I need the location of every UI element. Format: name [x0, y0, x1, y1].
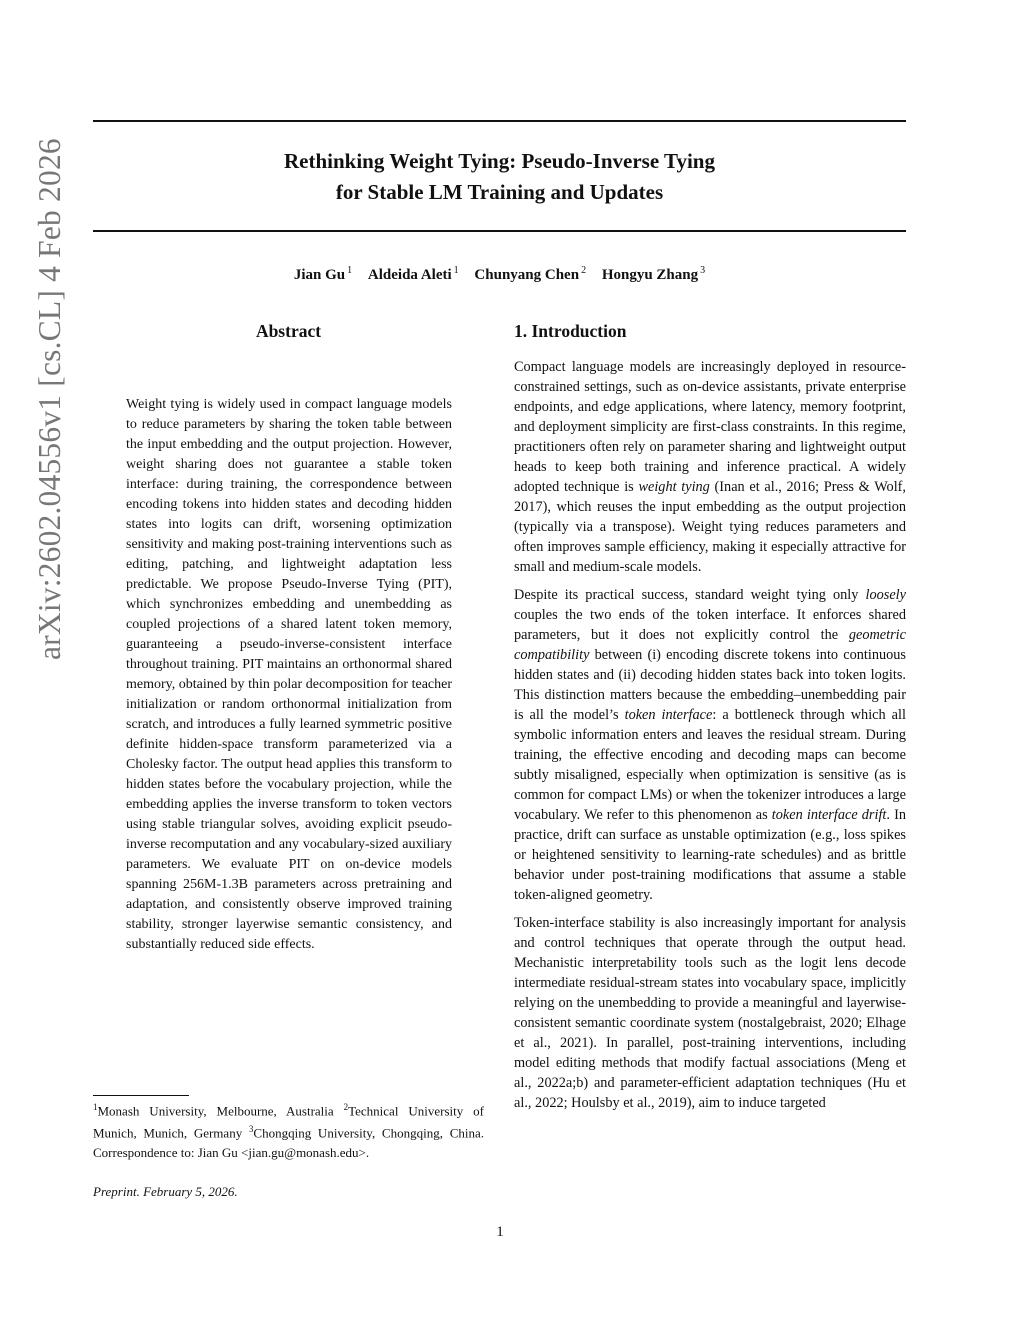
- affiliation-footnote: [93, 1098, 484, 1162]
- text-run: Compact language models are increasingly deployed in resource-constrained settings, such as on-device assistants, private enterprise endpoints, and edge applications, where latency, memory footprint, and deployment simplicity are first-class constraints. In this regime, practitioners often rely on parameter sharing and lightweight output heads to keep both training and inference practical. A widely adopted technique is: [514, 359, 906, 495]
- emphasis: token interface drift: [771, 807, 887, 823]
- emphasis: weight tying: [638, 479, 710, 495]
- emphasis: loosely: [865, 587, 906, 603]
- text-run: . In practice, drift can surface as unstable optimization (e.g., loss spikes or heightened sensitivity to learning-rate schedules) and as brittle behavior under post-training modifications that assume a stable token-aligned geometry.: [514, 807, 906, 903]
- footnote-text: Chongqing University, Chongqing, China. Correspondence to: Jian Gu <jian.gu@monash.edu>.: [93, 1125, 484, 1160]
- author: [602, 267, 705, 283]
- author-affiliation-mark: 1: [347, 265, 353, 276]
- text-run: (Inan et al., 2016; Press & Wolf, 2017), which reuses the input embedding as the output projection (typically via a transpose). Weight tying reduces parameters and often improves sample efficiency, making it especially attractive for small and medium-scale models.: [514, 479, 907, 575]
- text-run: Despite its practical success, standard weight tying only: [514, 587, 866, 603]
- arxiv-identifier: arXiv:2602.04556v1 [cs.CL] 4 Feb 2026: [32, 138, 67, 660]
- author-list: [93, 265, 906, 284]
- title-top-rule: [93, 120, 906, 122]
- author-name: Hongyu Zhang: [601, 267, 699, 283]
- author-name: Aldeida Aleti: [367, 267, 452, 283]
- abstract-body: Weight tying is widely used in compact language models to reduce parameters by sharing the token table between the input embedding and the output projection. However, weight sharing does not guarantee a stable token interface: during training, the correspondence between encoding tokens into hidden states and decoding hidden states into logits can drift, worsening optimization sensitivity and making post-training interventions such as editing, patching, and lightweight adaptation less predictable. We propose Pseudo-Inverse Tying (PIT), which synchronizes embedding and unembedding as coupled projections of a shared latent token memory, guaranteeing a pseudo-inverse-consistent interface throughout training. PIT maintains an orthonormal shared memory, obtained by thin polar decomposition for teacher initialization or random orthonormal initialization from scratch, and introduces a fully learned symmetric positive definite hidden-space transform parameterized via a Cholesky factor. The output head applies this transform to hidden states before the vocabulary projection, while the embedding applies the inverse transform to token vectors using stable triangular solves, avoiding explicit pseudo-inverse recomputation and any vocabulary-sized auxiliary parameters. We evaluate PIT on on-device models spanning 256M-1.3B parameters across pretraining and adaptation, and consistently observe improved training stability, stronger layerwise semantic consistency, and substantially reduced side effects.: [126, 397, 452, 952]
- emphasis: token interface: [624, 707, 713, 723]
- text-run: couples the two ends of the token interface. It enforces shared parameters, but it does not explicitly control the: [514, 607, 906, 643]
- footnote-text: Technical University of Munich, Munich, Germany: [93, 1103, 484, 1141]
- intro-paragraph-1: [514, 357, 906, 577]
- intro-paragraph-3: Token-interface stability is also increasingly important for analysis and control techniques that operate through the output head. Mechanistic interpretability tools such as the logit lens decode intermediate residual-stream states into vocabulary space, implicitly relying on the unembedding to provide a meaningful and layerwise-consistent semantic coordinate system (nostalgebraist, 2020; Elhage et al., 2021). In parallel, post-training interventions, including model editing methods that modify factual associations (Meng et al., 2022a;b) and parameter-efficient adaptation techniques (Hu et al., 2022; Houlsby et al., 2019), aim to induce targeted: [514, 915, 906, 1111]
- author: [294, 267, 352, 283]
- introduction-body: [514, 357, 906, 1121]
- emphasis: geometric compatibility: [514, 627, 906, 663]
- footnote-mark: 3: [248, 1124, 254, 1135]
- text-run: between (i) encoding discrete tokens into continuous hidden states and (ii) decoding hidden states back into token logits. This distinction matters because the embedding–unembedding pair is all the model’s: [514, 647, 906, 723]
- abstract-heading: Abstract: [255, 321, 322, 341]
- footnote-text: Monash University, Melbourne, Australia: [97, 1103, 344, 1119]
- title-bottom-rule: [93, 230, 906, 232]
- author-affiliation-mark: 1: [453, 265, 459, 276]
- footnote-mark: 1: [93, 1102, 98, 1112]
- footnote-mark: 2: [343, 1102, 349, 1112]
- author-name: Chunyang Chen: [474, 267, 580, 283]
- author-affiliation-mark: 2: [581, 265, 587, 276]
- paper-title: [93, 146, 906, 208]
- author: [368, 267, 459, 283]
- title-line-1: Rethinking Weight Tying: Pseudo-Inverse Tying: [284, 149, 715, 173]
- intro-paragraph-2: [514, 585, 906, 905]
- author-affiliation-mark: 3: [700, 265, 706, 276]
- author: [474, 267, 586, 283]
- text-run: : a bottleneck through which all symbolic information enters and leaves the residual stream. During training, the effective encoding and decoding maps can become subtly misaligned, especially when optimization is sensitive (as is common for compact LMs) or when the tokenizer introduces a large vocabulary. We refer to this phenomenon as: [514, 707, 906, 823]
- footnote-rule: [93, 1095, 189, 1096]
- title-line-2: for Stable LM Training and Updates: [335, 180, 664, 204]
- introduction-heading: 1. Introduction: [514, 321, 627, 341]
- page-number: 1: [496, 1224, 504, 1240]
- preprint-notice: Preprint. February 5, 2026.: [93, 1184, 238, 1199]
- author-name: Jian Gu: [293, 267, 346, 283]
